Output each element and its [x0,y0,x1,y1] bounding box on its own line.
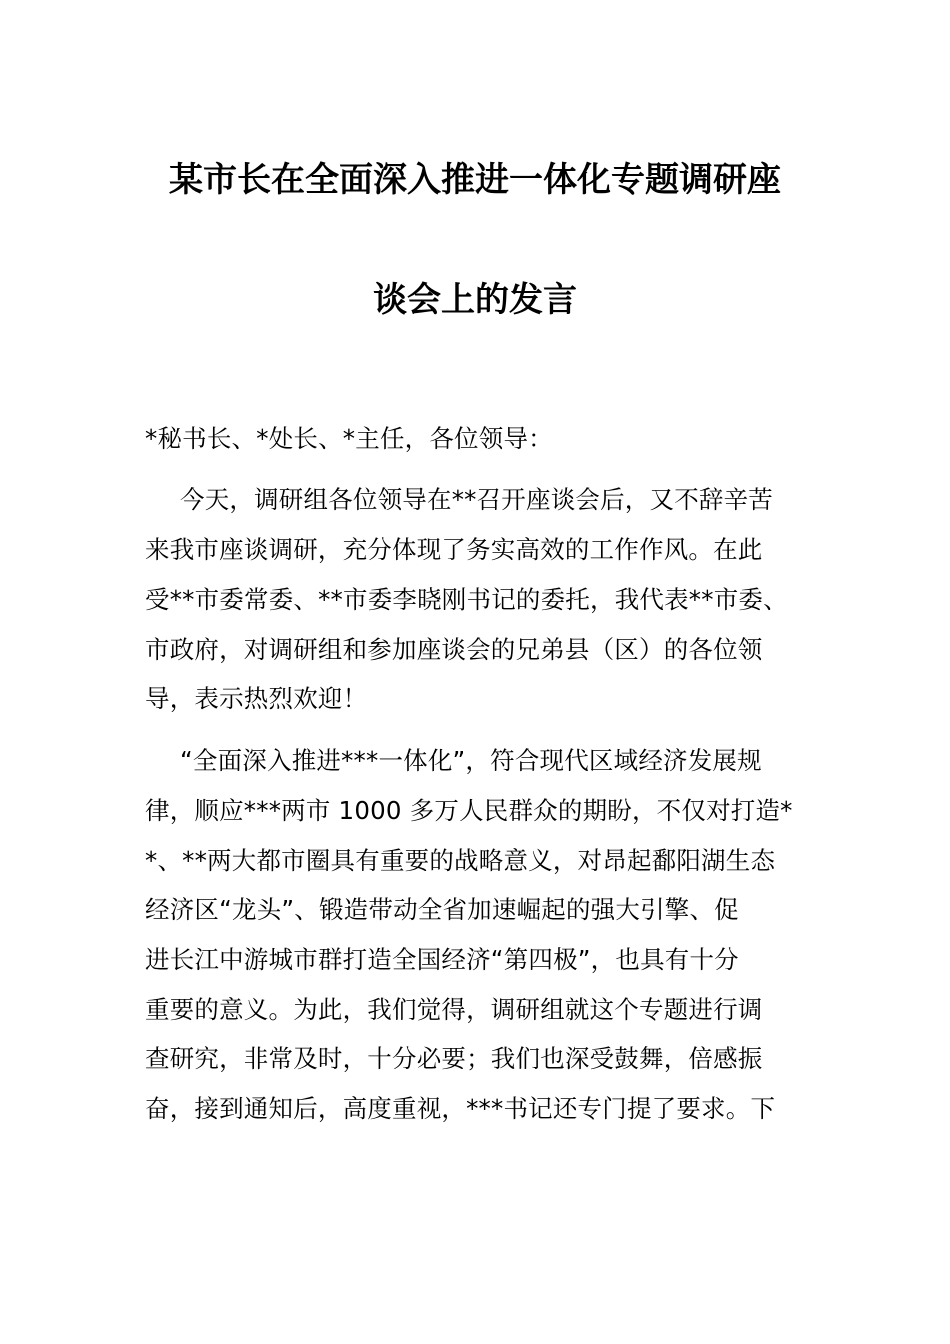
paragraph-line: 重要的意义。为此，我们觉得，调研组就这个专题进行调 [145,995,763,1024]
paragraph-line: 查研究，非常及时，十分必要；我们也深受鼓舞，倍感振 [145,1044,763,1073]
paragraph-line: 进长江中游城市群打造全国经济“第四极”，也具有十分 [145,945,739,974]
paragraph-line: “全面深入推进***一体化”，符合现代区域经济发展规 [180,746,762,775]
document-title-line-2: 谈会上的发言 [373,280,577,320]
salutation: *秘书长、*处长、*主任，各位领导： [145,424,553,453]
paragraph-line: 来我市座谈调研，充分体现了务实高效的工作作风。在此 [145,535,763,564]
paragraph-line: *、**两大都市圈具有重要的战略意义，对昂起鄱阳湖生态 [145,846,776,875]
paragraph-line: 市政府，对调研组和参加座谈会的兄弟县（区）的各位领 [145,635,763,664]
paragraph-line: 导，表示热烈欢迎！ [145,684,368,713]
document-title-line-1: 某市长在全面深入推进一体化专题调研座 [169,160,781,200]
paragraph-line: 今天，调研组各位领导在**召开座谈会后，又不辞辛苦 [180,485,773,514]
paragraph-line: 受**市委常委、**市委李晓刚书记的委托，我代表**市委、 [145,585,788,614]
paragraph-line: 律，顺应***两市 1000 多万人民群众的期盼，不仅对打造* [145,796,793,825]
paragraph-line: 经济区“龙头”、锻造带动全省加速崛起的强大引擎、促 [145,895,739,924]
paragraph-line: 奋，接到通知后，高度重视，***书记还专门提了要求。下 [145,1094,776,1123]
